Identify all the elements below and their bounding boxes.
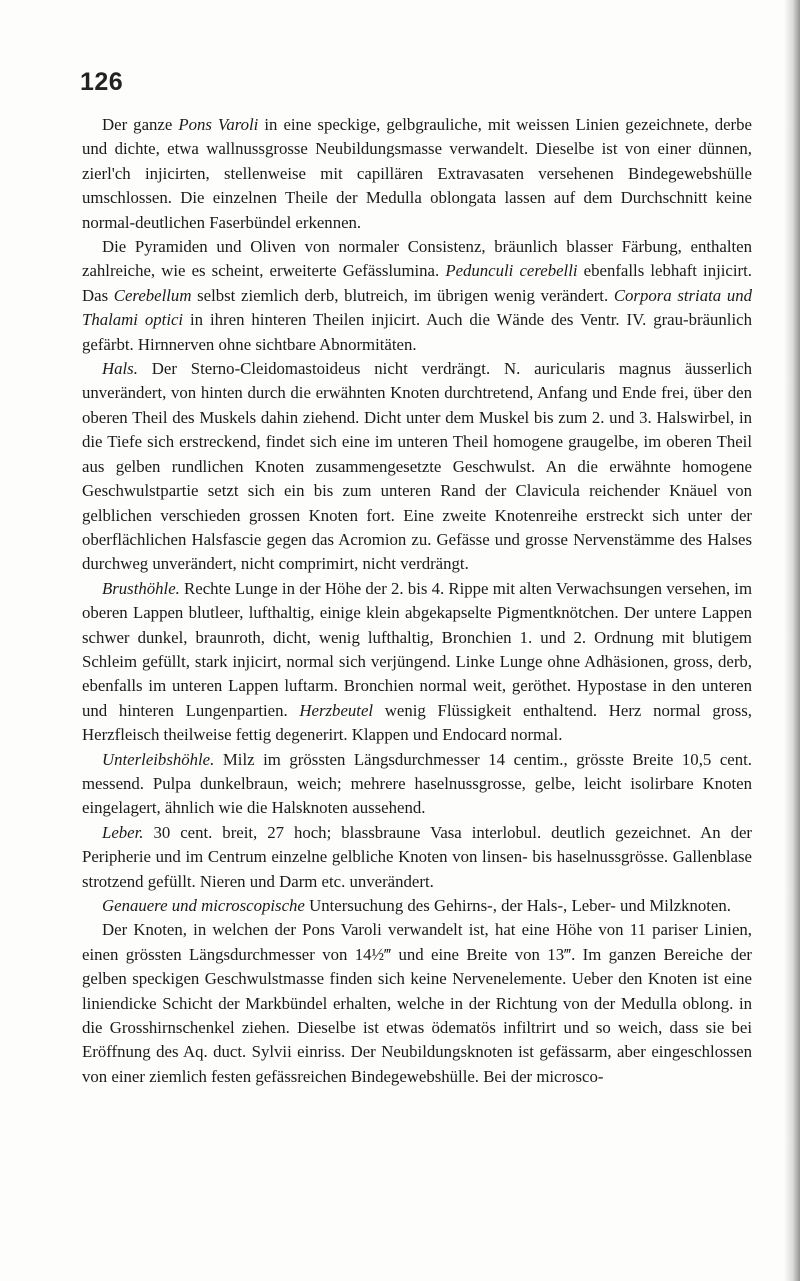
italic-run: Leber.: [102, 822, 144, 842]
paragraph-knoten-pons: [82, 918, 752, 1089]
text-run: Untersuchung des Gehirns-, der Hals-, Leber- und Milzknoten.: [304, 896, 731, 915]
italic-run: Cerebellum: [113, 285, 192, 305]
paragraph-pyramiden-oliven: [82, 235, 752, 357]
text-run: Rechte Lunge in der Höhe der 2. bis 4. Rippe mit alten Verwachsungen versehen, im oberen Lappen blutleer, lufthaltig, einige klein abgekapselte Pigmentknötchen. Der untere Lappen schwer dunkel, braunroth, dicht, wenig lufthaltig, Bronchien 1. und 2. Ordnung mit blutigem Schleim gefüllt, stark injicirt, normal sich verjüngend. Linke Lunge ohne Adhäsionen, gross, derb, ebenfalls im unteren Lappen luftarm. Bronchien normal weit, geröthet. Hypostase in den unteren und hinteren Lungenpartien.: [82, 578, 752, 720]
text-run: 30 cent. breit, 27 hoch; blassbraune Vasa interlobul. deutlich gezeichnet. An der Peripherie und im Centrum einzelne gelbliche Knoten von linsen- bis haselnussgrösse. Gallenblase strotzend gefüllt. Nieren und Darm etc. unverändert.: [82, 822, 752, 891]
text-run: wenig Flüssigkeit enthaltend. Herz normal gross, Herzfleisch theilweise fettig degenerirt. Klappen und Endocard normal.: [82, 700, 753, 745]
italic-run: Unterleibshöhle.: [102, 749, 215, 769]
text-run: Der Sterno-Cleidomastoideus nicht verdrängt. N. auricularis magnus äusserlich unverändert, von hinten durch die erwähnten Knoten durchtretend, Anfang und Ende frei, über den oberen Theil des Muskels dahin ziehend. Dicht unter dem Muskel bis zum 2. und 3. Halswirbel, in die Tiefe sich erstreckend, findet sich eine im unteren Theil homogene graugelbe, im oberen Theil aus gelben rundlichen Knoten zusammengesetzte Geschwulst. An die erwähnte homogene Geschwulstpartie setzt sich ein bis zum unteren Rand der Clavicula reichender Knäuel von gelblichen verschieden grossen Knoten fort. Eine zweite Knotenreihe erstreckt sich unter der oberflächlichen Halsfascie gegen das Acromion zu. Gefässe und grosse Nervenstämme des Halses durchweg unverändert, nicht comprimirt, nicht verdrängt.: [82, 359, 752, 574]
italic-run: Pons Varoli: [178, 115, 259, 134]
text-run: Milz im grössten Längsdurchmesser 14 centim., grösste Breite 10,5 cent. messend. Pulpa dunkelbraun, weich; mehrere haselnussgrosse, gelbe, leicht isolirbare Knoten eingelagert, ähnlich wie die Halsknoten aussehend.: [82, 749, 752, 818]
italic-run: Herzbeutel: [299, 700, 374, 720]
paragraph-microscopische-untersuchung: [82, 894, 752, 918]
italic-run: Genauere und microscopische: [102, 896, 305, 915]
text-run: in eine speckige, gelbgrauliche, mit weissen Linien gezeichnete, derbe und dichte, etwa wallnussgrosse Neubildungsmasse verwandelt. Dieselbe ist von einer dünnen, zierl'ch injicirten, stellenweise mit capillären Extravasaten versehenen Bindegewebshülle umschlossen. Die einzelnen Theile der Medulla oblongata lassen auf dem Durchschnitt keine normal-deutlichen Faserbündel erkennen.: [82, 115, 752, 232]
page-edge-shadow: [784, 0, 800, 1281]
text-run: Der Knoten, in welchen der Pons Varoli verwandelt ist, hat eine Höhe von 11 pariser Linien, einen grössten Längsdurchmesser von 14½‴ und eine Breite von 13‴. Im ganzen Bereiche der gelben speckigen Geschwulstmasse finden sich keine Nervenelemente. Ueber den Knoten ist eine liniendicke Schicht der Markbündel erhalten, welche in der Richtung von der Medulla oblong. in die Grosshirnschenkel ziehen. Dieselbe ist etwas ödematös infiltrirt und so weich, dass sie bei Eröffnung des Aq. duct. Sylvii einriss. Der Neubildungsknoten ist gefässarm, aber eingeschlossen von einer ziemlich festen gefässreichen Bindegewebshülle. Bei der microsco-: [82, 920, 752, 1086]
paragraph-unterleibshoehle: [82, 748, 752, 821]
text-run: in ihren hinteren Theilen injicirt. Auch die Wände des Ventr. IV. grau-bräunlich gefärbt. Hirnnerven ohne sichtbare Abnormitäten.: [82, 310, 752, 354]
italic-run: Brusthöhle.: [102, 578, 180, 598]
paragraph-leber: [82, 821, 752, 894]
paragraph-brusthoehle: [82, 577, 752, 748]
paragraph-hals: [82, 357, 752, 577]
body-text: [82, 113, 752, 1089]
text-run: ebenfalls lebhaft injicirt. Das: [82, 261, 752, 305]
text-run: selbst ziemlich derb, blutreich, im übrigen wenig verändert.: [191, 285, 614, 305]
italic-run: Pedunculi cerebelli: [445, 261, 578, 281]
italic-run: Corpora striata und Thalami optici: [82, 285, 752, 330]
text-run: Die Pyramiden und Oliven von normaler Consistenz, bräunlich blasser Färbung, enthalten zahlreiche, wie es scheint, erweiterte Gefässlumina.: [82, 237, 752, 281]
italic-run: Hals.: [102, 359, 138, 379]
page-number: 126: [80, 68, 124, 96]
paragraph-pons-varoli: [82, 113, 752, 235]
text-run: Der ganze: [102, 115, 179, 134]
